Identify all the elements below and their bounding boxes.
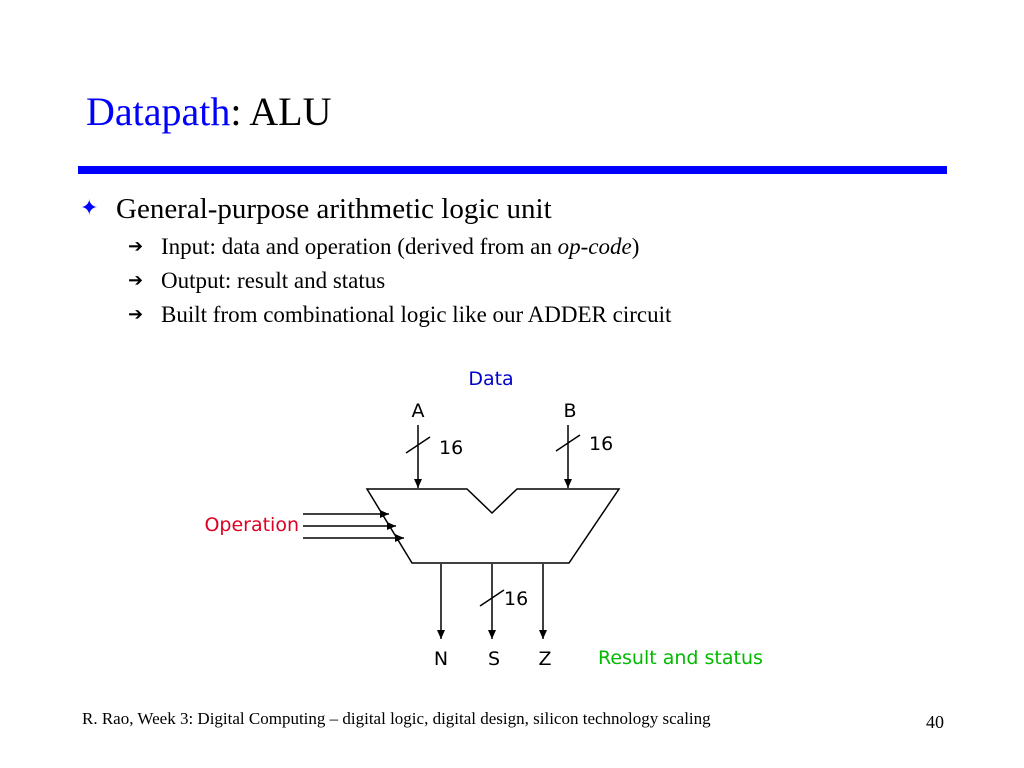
sub-bullet-input-suffix: ) [631,234,640,259]
title-keyword: Datapath [86,89,231,134]
operation-label: Operation [204,514,299,536]
sub-bullet-output-text: Output: result and status [161,268,386,293]
sub-bullet-built-text: Built from combinational logic like our ADDER circuit [161,302,672,327]
footer-text: R. Rao, Week 3: Digital Computing – digital logic, digital design, silicon technology scaling [82,709,711,728]
sub-bullet-input-prefix: Input: data and operation (derived from an [161,234,558,259]
output-s-label: S [487,648,501,670]
arrow-bullet-icon: ➔ [128,304,144,324]
input-a-label: A [411,400,425,422]
alu-body [367,489,619,563]
output-n-label: N [433,648,449,670]
input-b-width-label: 16 [589,433,614,455]
four-point-star-icon: ✦ [80,195,99,220]
output-s-width-label: 16 [504,588,529,610]
data-label: Data [468,368,514,390]
arrow-bullet-icon: ➔ [128,236,144,256]
output-z-label: Z [538,648,552,670]
input-a-width-label: 16 [439,437,464,459]
sub-bullet-input-emphasis: op-code [557,234,632,259]
arrow-bullet-icon: ➔ [128,270,144,290]
title-suffix: : ALU [230,89,332,134]
page-number: 40 [926,712,944,732]
main-bullet-text: General-purpose arithmetic logic unit [116,193,552,225]
result-status-label: Result and status [598,647,763,669]
input-b-label: B [563,400,577,422]
